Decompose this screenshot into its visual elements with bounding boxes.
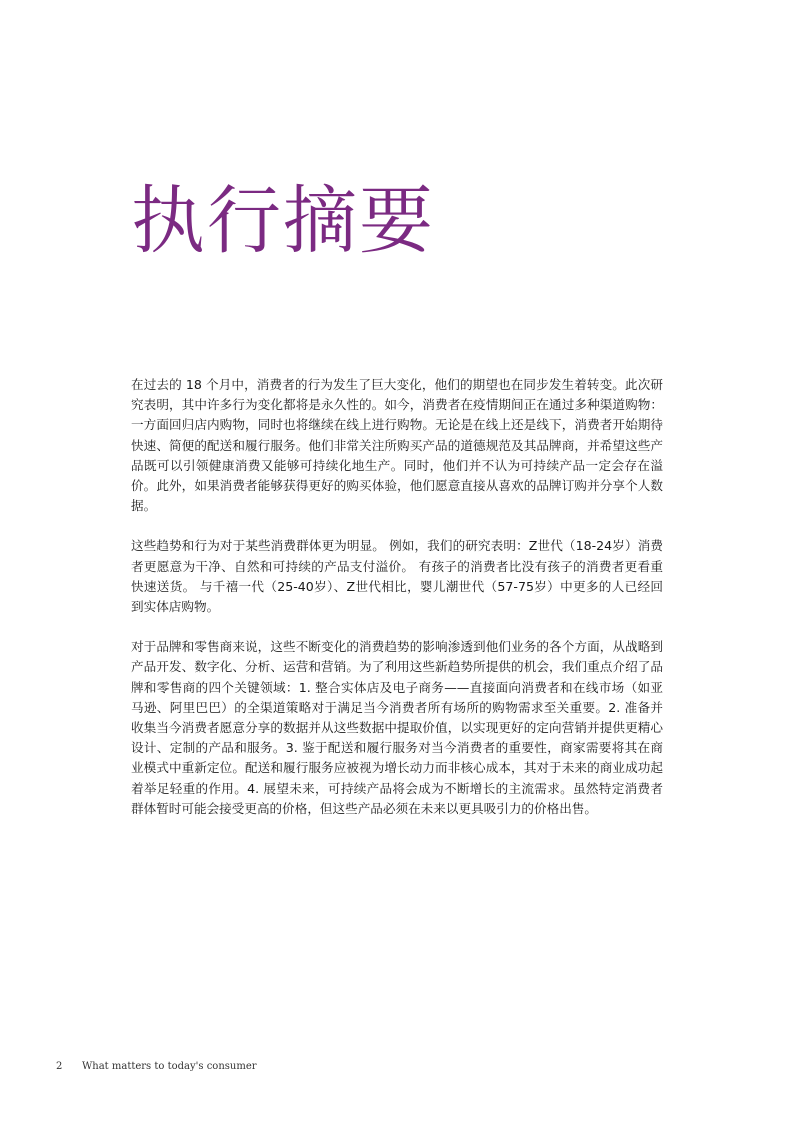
page-number: 2 xyxy=(56,1061,63,1072)
paragraph: 在过去的 18 个月中，消费者的行为发生了巨大变化，他们的期望也在同步发生着转变。此次研究表明，其中许多行为变化都将是永久性的。如今，消费者在疫情期间正在通过多种渠道购物：一方面回归店内购物，同时也将继续在线上进行购物。无论是在线上还是线下，消费者开始期待快速、简便的配送和履行服务。他们非常关注所购买产品的道德规范及其品牌商，并希望这些产品既可以引领健康消费又能够可持续化地生产。同时，他们并不认为可持续产品一定会存在溢价。此外，如果消费者能够获得更好的购买体验，他们愿意直接从喜欢的品牌订购并分享个人数据。 xyxy=(131,377,663,514)
body-text xyxy=(131,375,663,839)
paragraph: 对于品牌和零售商来说，这些不断变化的消费趋势的影响渗透到他们业务的各个方面，从战略到产品开发、数字化、分析、运营和营销。为了利用这些新趋势所提供的机会，我们重点介绍了品牌和零售商的四个关键领域：1. 整合实体店及电子商务——直接面向消费者和在线市场（如亚马逊、阿里巴巴）的全渠道策略对于满足当今消费者所有场所的购物需求至关重要。2. 准备并收集当今消费者愿意分享的数据并从这些数据中提取价值，以实现更好的定向营销并提供更精心设计、定制的产品和服务。3. 鉴于配送和履行服务对当今消费者的重要性，商家需要将其在商业模式中重新定位。配送和履行服务应被视为增长动力而非核心成本，其对于未来的商业成功起着举足轻重的作用。4. 展望未来，可持续产品将会成为不断增长的主流需求。虽然特定消费者群体暂时可能会接受更高的价格，但这些产品必须在未来以更具吸引力的价格出售。 xyxy=(131,639,663,816)
paragraph: 这些趋势和行为对于某些消费群体更为明显。 例如，我们的研究表明：Z世代（18-24岁）消费者更愿意为干净、自然和可持续的产品支付溢价。 有孩子的消费者比没有孩子的消费者更看重快速送货。 与千禧一代（25-40岁）、Z世代相比，婴儿潮世代（57-75岁）中更多的人已经回到实体店购物。 xyxy=(131,538,663,615)
page-footer xyxy=(56,1061,257,1072)
footer-text: What matters to today's consumer xyxy=(82,1061,257,1072)
page-title: 执行摘要 xyxy=(131,178,435,264)
